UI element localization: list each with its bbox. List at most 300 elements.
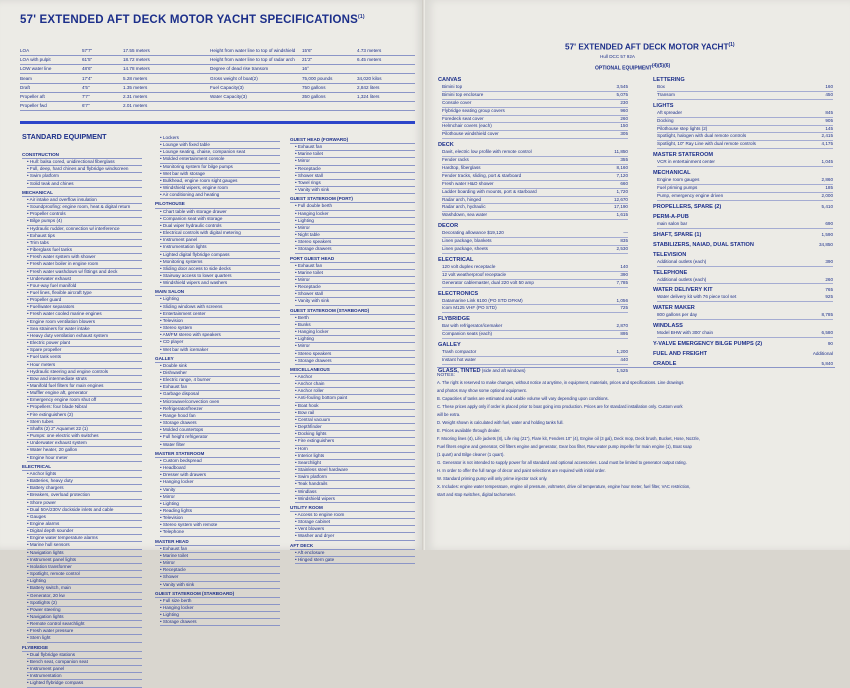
equipment-item: • Marine toilet	[295, 270, 415, 277]
option-label: Washdown, sea water	[442, 212, 488, 218]
option-item	[442, 264, 628, 272]
option-label: Fender tracks, sliding, port & starboard	[442, 172, 522, 178]
option-label: Icom M125 VHF (PO STD)	[442, 305, 497, 311]
equipment-item: • Anchor lights	[27, 471, 142, 478]
equipment-item: • Dual 50A/230V dockside inlets and cable	[27, 507, 142, 514]
dimension-cell: 4.73 meters	[357, 48, 382, 53]
option-heading-label: GALLEY	[438, 342, 461, 349]
equipment-item: • Hanging locker	[160, 479, 280, 486]
equipment-item: • Lounge seating, chaise, companion seat	[160, 149, 280, 156]
option-heading-label: ELECTRICAL	[438, 256, 474, 263]
equipment-item: • Swim platform	[295, 474, 415, 481]
option-heading-label: MECHANICAL	[653, 170, 691, 177]
dimension-cell: Height from water line to top of radar arch	[210, 57, 295, 63]
equipment-item: • Full size berth	[160, 598, 280, 605]
option-price: 7,120	[616, 172, 628, 178]
equipment-item: • Gauges	[27, 514, 142, 521]
option-price: 960	[620, 107, 628, 113]
option-price: 2,415	[821, 133, 833, 139]
dimension-cell: 21'2"	[302, 57, 313, 63]
dimension-cell: 2,842 liters	[357, 84, 380, 90]
option-price: 4,175	[821, 141, 833, 147]
dimension-cell: 75,000 pounds	[302, 75, 333, 81]
option-heading	[653, 231, 833, 239]
option-price: 725	[620, 305, 628, 311]
option-price: 5,840	[821, 361, 833, 367]
equipment-item: • Engine hour meter	[27, 455, 142, 462]
option-price: 390	[620, 271, 628, 277]
equipment-item: • Receptacle	[160, 567, 280, 574]
equipment-item: • Fresh water cooled marine engines	[27, 311, 142, 318]
equipment-item: • Fuel lines, flexible aircraft type	[27, 290, 142, 297]
option-item	[442, 116, 628, 124]
equipment-item: • Vanity	[160, 487, 280, 494]
section-heading: ELECTRICAL	[22, 464, 142, 471]
equipment-item: • Mirror	[295, 277, 415, 284]
equipment-item: • Molded countertops	[160, 427, 280, 434]
standard-column-2	[155, 135, 280, 626]
equipment-item: • Horn	[295, 446, 415, 453]
option-price: 2,000	[821, 192, 833, 198]
option-label: 120 volt duplex receptacle	[442, 263, 496, 269]
option-price: 11,850	[614, 149, 628, 155]
dimension-cell: 2.01 meters	[123, 103, 148, 109]
section-heading: AFT DECK	[290, 543, 415, 550]
equipment-item: • Garbage disposal	[160, 391, 280, 398]
option-price: Additional	[812, 351, 833, 357]
option-item	[442, 230, 628, 238]
dimension-cell: Degree of dead rise transom	[210, 66, 269, 72]
section-heading: MASTER HEAD	[155, 539, 280, 546]
option-heading-label: ELECTRONICS	[438, 290, 479, 297]
dimension-cell: 5.28 meters	[123, 75, 148, 81]
dimension-row	[20, 64, 415, 73]
option-heading	[653, 286, 833, 294]
option-price: 355	[620, 157, 628, 163]
equipment-item: • Shower stall	[295, 291, 415, 298]
equipment-item: • AM/FM stereo with speakers	[160, 332, 280, 339]
optional-equipment-title: OPTIONAL EQUIPMENT(4)(5)(6)	[595, 63, 671, 72]
option-price: 440	[620, 357, 628, 363]
equipment-item: • Hull: balsa cored, unidirectional fiberglass	[27, 159, 142, 166]
option-item	[442, 357, 628, 365]
equipment-item: • Marine toilet	[160, 553, 280, 560]
dimension-row	[20, 74, 415, 83]
equipment-item: • Swim platform	[27, 173, 142, 180]
equipment-item: • Fresh water system with shower	[27, 254, 142, 261]
option-heading-label: MASTER STATEROOM	[653, 152, 714, 159]
equipment-item: • Instrument panel lights	[27, 557, 142, 564]
equipment-item: • Fiberglass fuel tanks	[27, 247, 142, 254]
equipment-item: • Chart table with storage drawer	[160, 209, 280, 216]
option-price: —	[623, 230, 628, 236]
option-item	[442, 123, 628, 131]
section-heading: GUEST STATEROOM (PORT)	[290, 196, 415, 203]
option-heading	[653, 76, 833, 84]
equipment-item: • Storage drawers	[295, 358, 415, 365]
section-heading: UTILITY ROOM	[290, 505, 415, 512]
equipment-item: • Storage drawers	[160, 420, 280, 427]
option-item	[442, 323, 628, 331]
option-price: 1,045	[821, 159, 833, 165]
option-heading	[653, 322, 833, 330]
equipment-item: • Stereo system	[160, 325, 280, 332]
option-price: 2,530	[616, 246, 628, 252]
dimension-cell: 7'7"	[82, 93, 90, 99]
equipment-item: • CD player	[160, 339, 280, 346]
equipment-item: • Marine toilet	[295, 151, 415, 158]
section-heading: FLYBRIDGE	[22, 645, 142, 652]
equipment-item: • Engine alarms	[27, 521, 142, 528]
option-label: Fresh water H&O shower	[442, 180, 494, 186]
option-item	[657, 277, 833, 285]
equipment-item: • Headboard	[160, 465, 280, 472]
equipment-item: • Central vacuum	[295, 417, 415, 424]
option-heading-label: FLYBRIDGE	[438, 316, 470, 323]
option-label: VCR in entertainment center	[657, 159, 715, 165]
option-item	[442, 238, 628, 246]
dimension-cell: Gross weight of boat(2)	[210, 75, 258, 81]
equipment-item: • Shafts (2) 2" Aquamet 22 (1)	[27, 426, 142, 433]
option-label: Radar arch, hinged	[442, 196, 482, 202]
dimension-row	[20, 83, 415, 92]
option-item	[657, 185, 833, 193]
equipment-item: • Refrigerator/freezer	[160, 406, 280, 413]
equipment-item: • Instrumentation	[27, 673, 142, 680]
dimension-cell: Propeller aft	[20, 93, 45, 99]
equipment-item: • Sliding windows with screens	[160, 304, 280, 311]
blue-divider-bar	[20, 121, 415, 124]
equipment-item: • Molded entertainment console	[160, 156, 280, 163]
option-heading-label: FUEL AND FREIGHT	[653, 351, 708, 358]
option-label: 800 gallons per day	[657, 312, 698, 318]
option-heading-note: (side and aft windows)	[480, 367, 526, 373]
option-price: 305	[620, 131, 628, 137]
equipment-item: • Instrument panel	[27, 666, 142, 673]
equipment-item: • Shore power	[27, 500, 142, 507]
equipment-item: • Stereo speakers	[295, 351, 415, 358]
note-line: C. These prices apply only if order is placed prior to boat going into production. Prices are for standard installation only. Custom work	[437, 404, 683, 409]
option-price: 390	[825, 258, 833, 264]
equipment-item: • Instrumentation lights	[160, 244, 280, 251]
option-item	[657, 159, 833, 167]
equipment-item: • Entertainment center	[160, 311, 280, 318]
option-item	[442, 197, 628, 205]
equipment-item: • Night table	[295, 232, 415, 239]
option-label: Model BHW with 300' chain	[657, 330, 714, 336]
equipment-item: • Emergency engine room shut off	[27, 397, 142, 404]
option-price: 905	[825, 117, 833, 123]
option-item	[442, 189, 628, 197]
dimension-cell: 17.55 meters	[123, 48, 150, 53]
equipment-item: • Instrument panel	[160, 237, 280, 244]
option-heading-label: Y-VALVE EMERGENCY BILGE PUMPS (2)	[653, 341, 763, 348]
option-item	[442, 131, 628, 139]
row-rule	[20, 110, 415, 111]
left-page	[0, 0, 425, 686]
equipment-item: • Propellers: four blade Nibral	[27, 404, 142, 411]
option-item	[657, 92, 833, 100]
equipment-item: • Anchor	[295, 374, 415, 381]
option-label: Helmchair covers (each)	[442, 123, 492, 129]
equipment-item: • Remote control searchlight	[27, 621, 142, 628]
option-item	[442, 157, 628, 165]
equipment-item: • Heavy duty ventilation exhaust system	[27, 333, 142, 340]
option-label: Console cover	[442, 99, 472, 105]
option-label: Pilothouse step lights (2)	[657, 125, 708, 131]
option-label: Aft spreader	[657, 109, 683, 115]
note-line: A. The right is reserved to make changes, without notice at anytime, in equipment, materials, prices and specifications. Line drawings	[437, 380, 684, 385]
option-heading-label: PROPELLERS, SPARE (2)	[653, 203, 722, 210]
section-heading: MASTER STATEROOM	[155, 451, 280, 458]
note-line: B. Capacities of tanks are estimated and usable volume will vary depending upon conditions.	[437, 396, 609, 401]
option-label: Engine room gauges	[657, 177, 700, 183]
notes-title: NOTES:	[437, 373, 455, 378]
option-item	[442, 298, 628, 306]
dimension-cell: 57'7"	[82, 48, 93, 53]
option-price: 260	[825, 276, 833, 282]
option-heading	[653, 251, 833, 259]
dimension-cell: Water Capacity(3)	[210, 93, 247, 99]
equipment-item: • Spare propeller	[27, 347, 142, 354]
equipment-item: • Air intake and overflow insulation	[27, 197, 142, 204]
equipment-item: • Storage cabinet	[295, 519, 415, 526]
left-page-title: 57' EXTENDED AFT DECK MOTOR YACHT SPECIFICATIONS$^{(1)}$	[20, 14, 365, 26]
option-heading-label: STABILIZERS, NAIAD, DUAL STATION	[653, 241, 754, 248]
equipment-item: • Propeller controls	[27, 211, 142, 218]
equipment-item: • Mirror	[160, 560, 280, 567]
equipment-item: • Stern light	[27, 635, 142, 642]
option-heading	[438, 290, 628, 298]
option-item	[442, 149, 628, 157]
equipment-item: • Exhaust tips	[27, 233, 142, 240]
option-item	[657, 133, 833, 141]
equipment-item: • Berth	[295, 315, 415, 322]
option-label: Foredeck seat cover	[442, 115, 484, 121]
equipment-item: • Vent blowers	[295, 526, 415, 533]
equipment-item: • Custom bedspread	[160, 458, 280, 465]
option-item	[442, 181, 628, 189]
equipment-item: • Hanging locker	[295, 329, 415, 336]
equipment-item: • Sea strainers for water intake	[27, 326, 142, 333]
option-label: Generator cablemaster, dual 220 volt 50 amp	[442, 279, 534, 285]
equipment-item: • Exhaust fan	[160, 384, 280, 391]
equipment-item: • Stairway access to lower quarters	[160, 273, 280, 280]
dimension-cell: 6.45 meters	[357, 57, 382, 63]
option-label: main salon bar	[657, 220, 688, 226]
equipment-item: • Full, deep, hard chines and flybridge windscreen	[27, 166, 142, 173]
dimension-cell: 18.72 meters	[123, 57, 150, 63]
option-item	[442, 305, 628, 313]
equipment-item: • Digital depth sounder	[27, 528, 142, 535]
option-price: 8,160	[616, 165, 628, 171]
note-line: and photos may show some optional equipment.	[437, 388, 527, 393]
dimension-cell: 2.31 meters	[123, 93, 148, 99]
option-price: 17,190	[613, 204, 628, 210]
option-label: Bimini top	[442, 84, 463, 89]
equipment-item: • Teak handrails	[295, 481, 415, 488]
equipment-item: • Fresh water boiler in engine room	[27, 261, 142, 268]
dimension-row	[20, 92, 415, 101]
equipment-item: • Monitoring systems	[160, 259, 280, 266]
option-label: Datamarine Link 6100 (PO STD DFKM)	[442, 297, 523, 303]
equipment-item: • Hydraulic steering and engine controls	[27, 369, 142, 376]
option-heading	[653, 350, 833, 358]
option-price: 1,615	[616, 212, 628, 218]
option-price: 3,545	[616, 84, 628, 89]
equipment-item: • Dual flybridge stations	[27, 652, 142, 659]
option-price: 160	[825, 84, 833, 89]
notes-section	[437, 372, 835, 499]
option-item	[442, 84, 628, 92]
standard-column-1	[22, 150, 142, 688]
equipment-item: • Four-way fuel manifold	[27, 283, 142, 290]
option-item	[657, 84, 833, 92]
note-line: Fuel filters engine and generator, Oil filters engine and generator, Gear box filter, Raw water pump impeller for main engine (1), Boat soap	[437, 444, 692, 449]
equipment-item: • Bulkhead, engine room sight gauges	[160, 178, 280, 185]
equipment-item: • Mirror	[295, 343, 415, 350]
equipment-item: • Lighting	[295, 218, 415, 225]
option-price: 150	[620, 123, 628, 129]
equipment-item: • Full height refrigerator	[160, 434, 280, 441]
option-price: 1,720	[616, 188, 628, 194]
option-label: Davit, electric low profile with remote control	[442, 149, 532, 155]
option-label: Additional outlets (each)	[657, 276, 707, 282]
equipment-item: • Lockers	[160, 135, 280, 142]
note-line: start and stop switches, digital tachometer.	[437, 492, 516, 497]
equipment-item: • Television	[160, 318, 280, 325]
option-price: 140	[620, 263, 628, 269]
option-label: Trash compactor	[442, 349, 477, 355]
equipment-item: • Lighting	[27, 578, 142, 585]
dimension-cell: 6'7"	[82, 103, 90, 109]
dimension-row	[20, 101, 415, 110]
note-line: E. Prices available through dealer.	[437, 428, 501, 433]
option-price: 8,785	[821, 312, 833, 318]
equipment-item: • Generator, 20 kw	[27, 593, 142, 600]
section-heading: GALLEY	[155, 356, 280, 363]
equipment-item: • Washer and dryer	[295, 533, 415, 540]
option-heading-label: DECOR	[438, 223, 459, 230]
option-price: 1,525	[616, 367, 628, 373]
option-price: 895	[620, 331, 628, 337]
option-item	[657, 177, 833, 185]
option-price: 145	[825, 125, 833, 131]
option-item	[657, 259, 833, 267]
option-item	[657, 118, 833, 126]
equipment-item: • Aft enclosure	[295, 550, 415, 557]
dimension-cell: 1.35 meters	[123, 84, 148, 90]
note-line: will be extra.	[437, 412, 461, 417]
option-heading	[653, 169, 833, 177]
equipment-item: • Solid teak and chines	[27, 181, 142, 188]
section-heading: CONSTRUCTION	[22, 152, 142, 159]
equipment-item: • Mirror	[295, 158, 415, 165]
dimensions-table	[20, 46, 415, 110]
equipment-item: • Depthfinder	[295, 424, 415, 431]
option-label: Additional outlets (each)	[657, 258, 707, 264]
option-item	[442, 173, 628, 181]
equipment-item: • Sliding door access to side decks	[160, 266, 280, 273]
option-item	[657, 193, 833, 201]
equipment-item: • Mirror	[160, 494, 280, 501]
option-price: 450	[825, 91, 833, 97]
section-heading: PILOTHOUSE	[155, 201, 280, 208]
option-price: 230	[620, 99, 628, 105]
section-heading: GUEST STATEROOM (STARBOARD)	[290, 308, 415, 315]
equipment-item: • Storage drawers	[295, 246, 415, 253]
equipment-item: • Engine room ventilation blowers	[27, 319, 142, 326]
hull-id: Hull DCC 57 92A	[600, 54, 635, 59]
option-price: 12,670	[613, 196, 628, 202]
dimension-cell: 750 gallons	[302, 84, 326, 90]
equipment-item: • Searchlight	[295, 460, 415, 467]
dimension-cell: 1,324 liters	[357, 93, 380, 99]
option-label: Docking	[657, 117, 674, 123]
equipment-item: • Mirror	[295, 225, 415, 232]
section-heading: GUEST STATEROOM (STARBOARD)	[155, 591, 280, 598]
option-item	[442, 349, 628, 357]
dimension-cell: 16°	[302, 66, 309, 72]
equipment-item: • Reading lights	[160, 508, 280, 515]
option-label: Companion seats (each)	[442, 331, 493, 337]
option-heading	[438, 76, 628, 84]
equipment-item: • Range hood fan	[160, 413, 280, 420]
dimension-cell: Propeller fwd	[20, 103, 47, 109]
equipment-item: • Bow and intermediate struts	[27, 376, 142, 383]
option-price: 5,410	[821, 203, 833, 209]
option-price: 845	[825, 109, 833, 115]
equipment-item: • Shower stall	[295, 173, 415, 180]
equipment-item: • Water filter	[160, 442, 280, 449]
option-price: 90	[827, 341, 833, 347]
option-heading-label: PERM-A-PUB	[653, 213, 689, 220]
equipment-item: • Stern tubes	[27, 419, 142, 426]
option-price: 2,860	[821, 177, 833, 183]
option-price: 7,785	[616, 279, 628, 285]
option-price: 2,870	[616, 323, 628, 329]
equipment-item: • Lighting	[160, 612, 280, 619]
option-item	[657, 221, 833, 229]
equipment-item: • Windshield wipers and washers	[160, 280, 280, 287]
dimension-cell: 350 gallons	[302, 93, 326, 99]
equipment-item: • Air conditioning and heating	[160, 192, 280, 199]
equipment-item: • Hinged stern gate	[295, 557, 415, 564]
option-label: Fuel priming pumps	[657, 185, 698, 191]
option-price: 5,075	[616, 91, 628, 97]
equipment-item: • Dishwasher	[160, 370, 280, 377]
equipment-item: • Lighting	[160, 296, 280, 303]
equipment-item: • Electric power plant	[27, 340, 142, 347]
equipment-item: • Navigation lights	[27, 614, 142, 621]
option-item	[657, 141, 833, 149]
option-label: Bar with refrigerator/icemaker	[442, 323, 503, 329]
equipment-item: • Microwave/convection oven	[160, 399, 280, 406]
option-heading	[653, 213, 833, 221]
option-heading-label: CRADLE	[653, 361, 677, 368]
option-label: Pilothouse windshield cover	[442, 131, 499, 137]
dimension-row	[20, 46, 415, 55]
option-item	[442, 272, 628, 280]
option-heading	[438, 341, 628, 349]
option-price: 34,850	[818, 241, 833, 247]
equipment-item: • Full double berth	[295, 203, 415, 210]
equipment-item: • Wet bar with icemaker	[160, 347, 280, 354]
equipment-item: • Windshield wipers, engine room	[160, 185, 280, 192]
equipment-item: • Soundproofing: engine room, heat & digital return	[27, 204, 142, 211]
option-heading-label: LIGHTS	[653, 102, 674, 109]
equipment-item: • Muffler engine aft, generator	[27, 390, 142, 397]
